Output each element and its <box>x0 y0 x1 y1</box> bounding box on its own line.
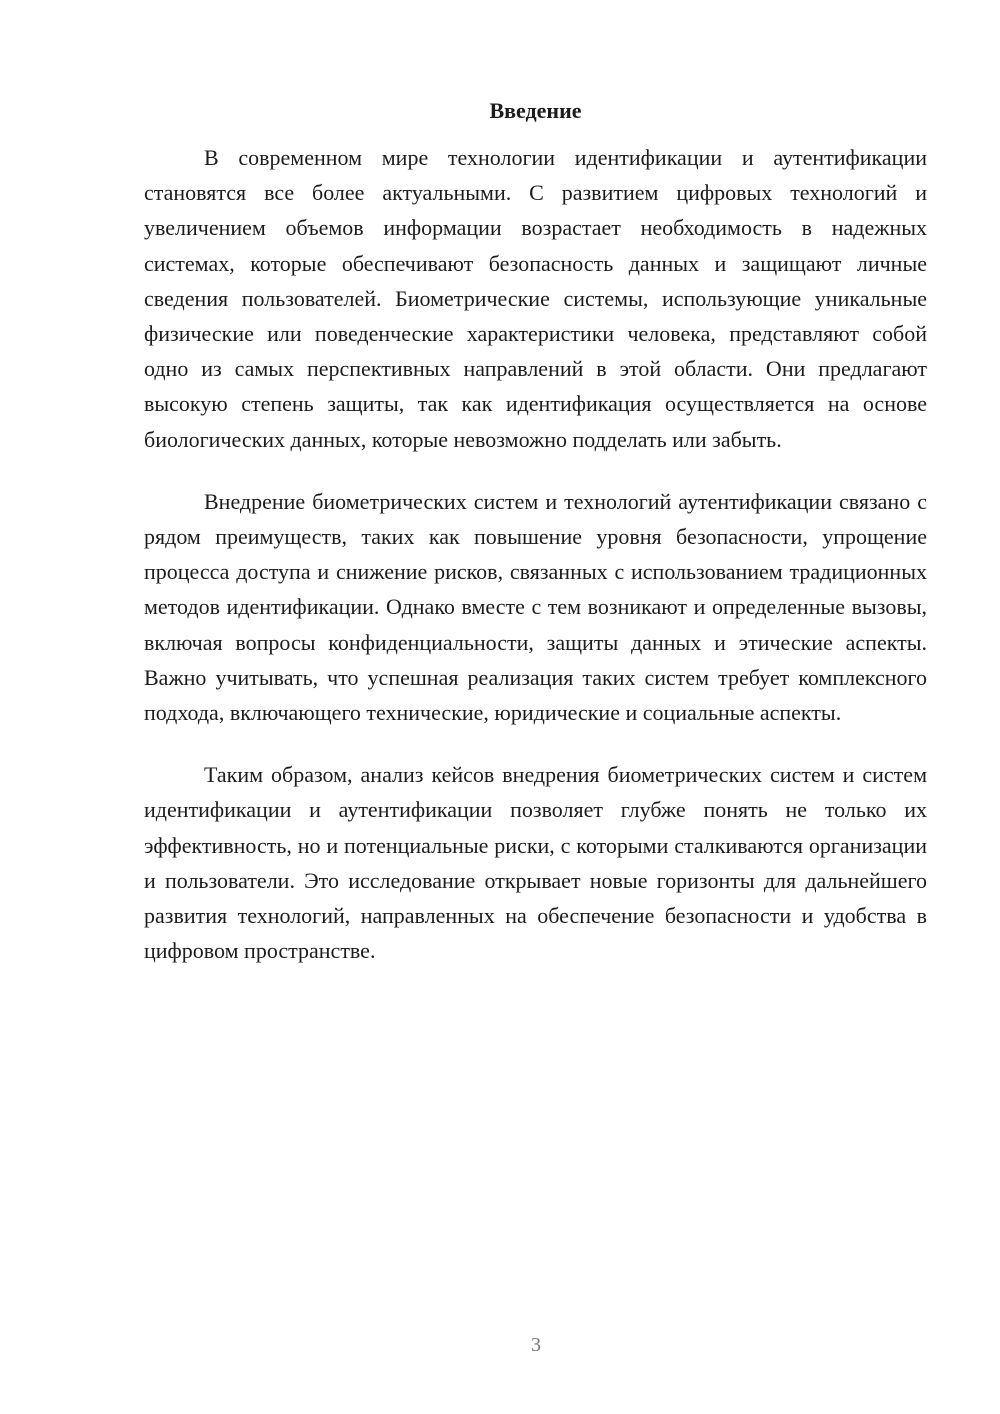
document-body <box>144 140 927 995</box>
page-number: 3 <box>531 1334 541 1356</box>
paragraph-intro: В современном мире технологии идентификации и аутентификации становятся все более актуальными. С развитием цифровых технологий и увеличением объемов информации возрастает необходимость в надежных системах, которые обеспечивают безопасность данных и защищают личные сведения пользователей. Биометрические системы, использующие уникальные физические или поведенческие характеристики человека, представляют собой одно из самых перспективных направлений в этой области. Они предлагают высокую степень защиты, так как идентификация осуществляется на основе биологических данных, которые невозможно подделать или забыть. <box>144 145 927 452</box>
paragraph-advantages: Внедрение биометрических систем и технологий аутентификации связано с рядом преимуществ, таких как повышение уровня безопасности, упрощение процесса доступа и снижение рисков, связанных с использованием традиционных методов идентификации. Однако вместе с тем возникают и определенные вызовы, включая вопросы конфиденциальности, защиты данных и этические аспекты. Важно учитывать, что успешная реализация таких систем требует комплексного подхода, включающего технические, юридические и социальные аспекты. <box>144 488 927 726</box>
paragraph-conclusion: Таким образом, анализ кейсов внедрения биометрических систем и систем идентификации и аутентификации позволяет глубже понять не только их эффективность, но и потенциальные риски, с которыми сталкиваются организации и пользователи. Это исследование открывает новые горизонты для дальнейшего развития технологий, направленных на обеспечение безопасности и удобства в цифровом пространстве. <box>144 762 927 964</box>
page-title: Введение <box>489 98 582 123</box>
